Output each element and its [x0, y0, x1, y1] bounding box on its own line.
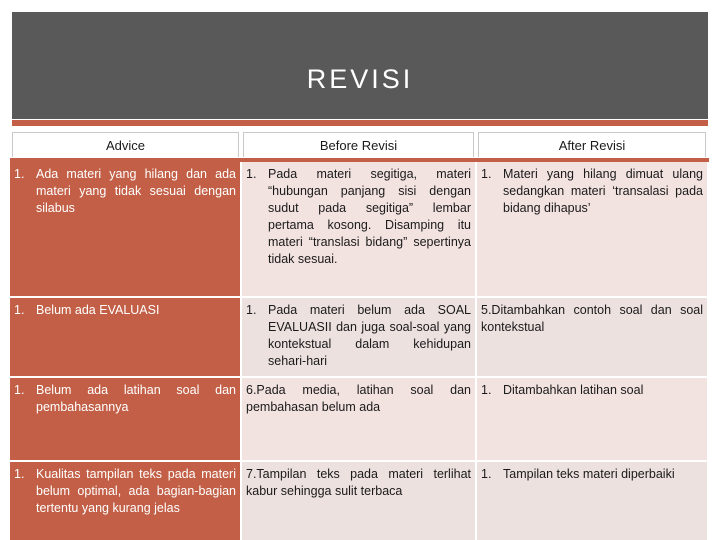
before-cell: [241, 461, 476, 540]
table-row: [10, 160, 708, 297]
before-cell: [241, 297, 476, 377]
item-number: 1.: [481, 383, 492, 397]
item-number: 1.: [14, 383, 25, 397]
title-band: [12, 12, 708, 119]
item-number: 1.: [14, 303, 25, 317]
after-text: 5.Ditambahkan contoh soal dan soal kontekstual: [481, 303, 703, 334]
header-advice: Advice: [10, 131, 241, 160]
before-text: 6.Pada media, latihan soal dan pembahasan belum ada: [246, 383, 471, 414]
table-row: [10, 297, 708, 377]
advice-text: Belum ada latihan soal dan pembahasannya: [36, 383, 236, 414]
header-after: After Revisi: [476, 131, 708, 160]
advice-cell: [10, 377, 241, 461]
slide-title: REVISI: [306, 64, 414, 94]
item-number: 1.: [14, 167, 25, 181]
advice-text: Belum ada EVALUASI: [36, 303, 160, 317]
advice-cell: [10, 461, 241, 540]
advice-text: Kualitas tampilan teks pada materi belum optimal, ada bagian-bagian tertentu yang kurang jelas: [36, 467, 236, 515]
item-number: 1.: [481, 467, 492, 481]
advice-cell: [10, 297, 241, 377]
after-text: Tampilan teks materi diperbaiki: [503, 467, 675, 481]
table-row: [10, 461, 708, 540]
item-number: 1.: [14, 467, 25, 481]
before-text: 7.Tampilan teks pada materi terlihat kabur sehingga sulit terbaca: [246, 467, 471, 498]
table-header-row: [10, 131, 708, 160]
after-text: Ditambahkan latihan soal: [503, 383, 644, 397]
advice-text: Ada materi yang hilang dan ada materi yang tidak sesuai dengan silabus: [36, 167, 236, 215]
advice-cell: [10, 160, 241, 297]
after-text: Materi yang hilang dimuat ulang sedangkan materi ‘transalasi pada bidang dihapus’: [503, 167, 703, 215]
after-cell: [476, 297, 708, 377]
header-before: Before Revisi: [241, 131, 476, 160]
before-text: Pada materi belum ada SOAL EVALUASII dan juga soal-soal yang kontekstual dalam kehidupan sehari-hari: [268, 303, 471, 368]
after-cell: [476, 377, 708, 461]
before-cell: [241, 377, 476, 461]
table-row: [10, 377, 708, 461]
revision-table: [10, 131, 709, 540]
item-number: 1.: [246, 303, 257, 317]
before-cell: [241, 160, 476, 297]
after-cell: [476, 461, 708, 540]
item-number: 1.: [246, 167, 257, 181]
item-number: 1.: [481, 167, 492, 181]
after-cell: [476, 160, 708, 297]
before-text: Pada materi segitiga, materi “hubungan panjang sisi dengan sudut pada segitiga” lembar pertama kosong. Disamping itu materi “translasi bidang” sepertinya tidak sesuai.: [268, 167, 471, 266]
title-rule: [12, 120, 708, 126]
